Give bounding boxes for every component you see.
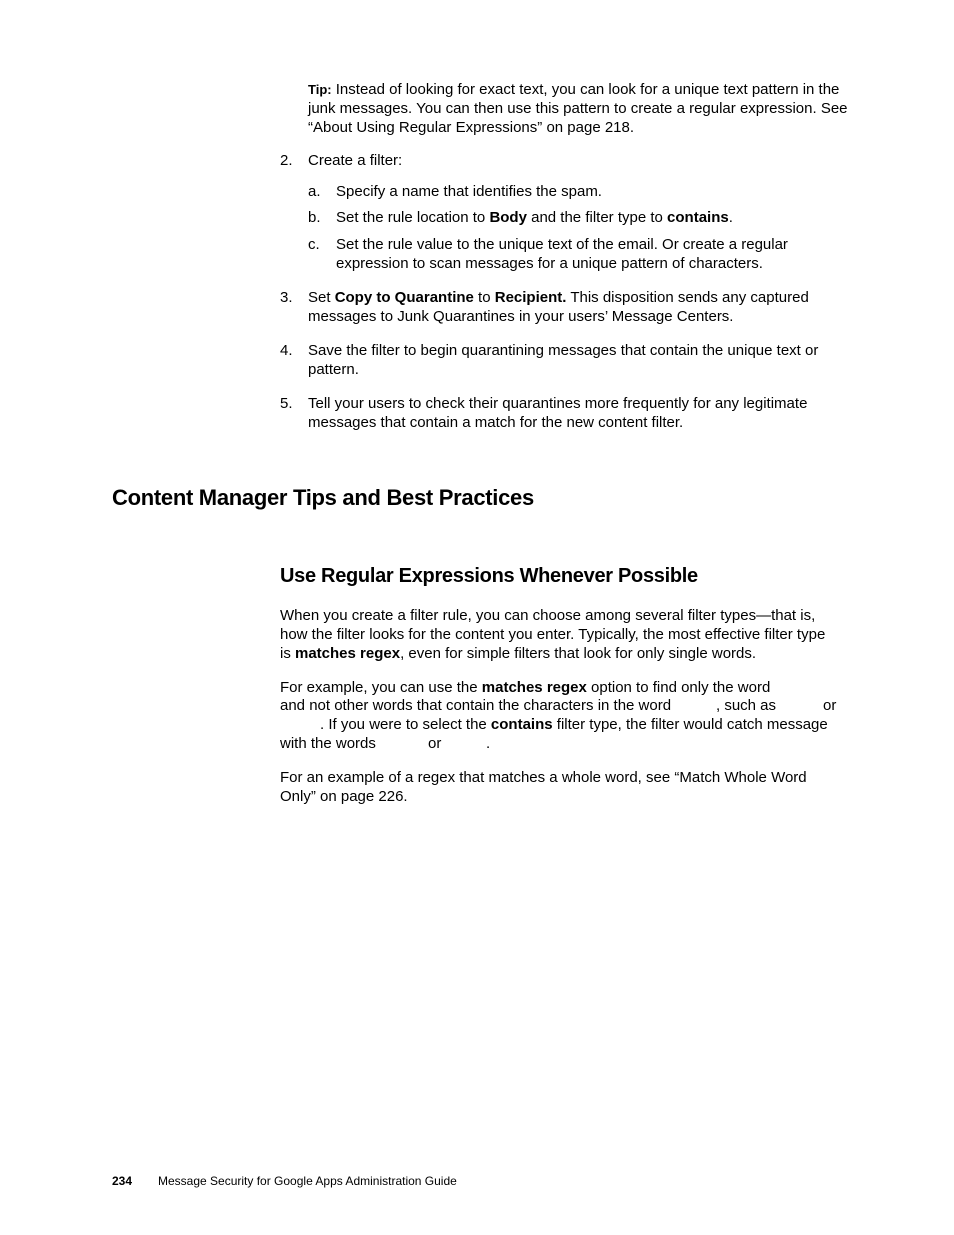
body-paragraph-line: or — [428, 735, 442, 752]
body-paragraph-line: . If you were to select the contains filter type, the filter would catch message — [320, 716, 828, 733]
body-paragraph-line: For example, you can use the matches regex option to find only the word — [280, 679, 771, 696]
body-paragraph: When you create a filter rule, you can choose among several filter types—that is, how the filter looks for the content you enter. Typically, the most effective filter type is matches regex, even for simple filters that look for only single words. — [280, 607, 826, 662]
step-text: Save the filter to begin quarantining messages that contain the unique text or pattern. — [308, 342, 819, 378]
step-number: 3. — [280, 289, 293, 306]
substep-letter: b. — [308, 209, 321, 226]
tip-label: Tip: — [308, 82, 332, 97]
body-paragraph: For an example of a regex that matches a whole word, see “Match Whole Word Only” on page 226. — [280, 769, 807, 805]
tip-paragraph — [308, 80, 848, 137]
body-paragraph-line: with the words — [280, 735, 376, 752]
substep-letter: a. — [308, 183, 321, 200]
substep-text: Specify a name that identifies the spam. — [336, 183, 602, 200]
step-text: Tell your users to check their quarantines more frequently for any legitimate messages that contain a match for the new content filter. — [308, 395, 808, 431]
substep-letter: c. — [308, 236, 320, 253]
step-number: 5. — [280, 395, 293, 412]
substep-text: Set the rule value to the unique text of the email. Or create a regular expression to scan messages for a unique pattern of characters. — [336, 236, 788, 272]
tip-text: Instead of looking for exact text, you can look for a unique text pattern in the junk messages. You can then use this pattern to create a regular expression. See “About Using Regular Expressions” on page 218. — [308, 81, 848, 136]
body-paragraph-line: , such as — [716, 697, 777, 714]
step-number: 2. — [280, 152, 293, 169]
section-title: Content Manager Tips and Best Practices — [112, 485, 534, 510]
step-text: Create a filter: — [308, 152, 403, 169]
step-text: Set Copy to Quarantine to Recipient. This disposition sends any captured messages to Junk Quarantines in your users’ Message Centers. — [308, 289, 809, 325]
substep-text: Set the rule location to Body and the filter type to contains. — [336, 209, 733, 226]
body-paragraph-line: or — [823, 697, 837, 714]
subsection-title: Use Regular Expressions Whenever Possible — [280, 565, 698, 587]
footer-title: Message Security for Google Apps Administration Guide — [158, 1174, 457, 1188]
step-number: 4. — [280, 342, 293, 359]
page-number: 234 — [112, 1174, 133, 1188]
body-paragraph-line: . — [486, 735, 491, 752]
body-paragraph-line: and not other words that contain the characters in the word — [280, 697, 672, 714]
